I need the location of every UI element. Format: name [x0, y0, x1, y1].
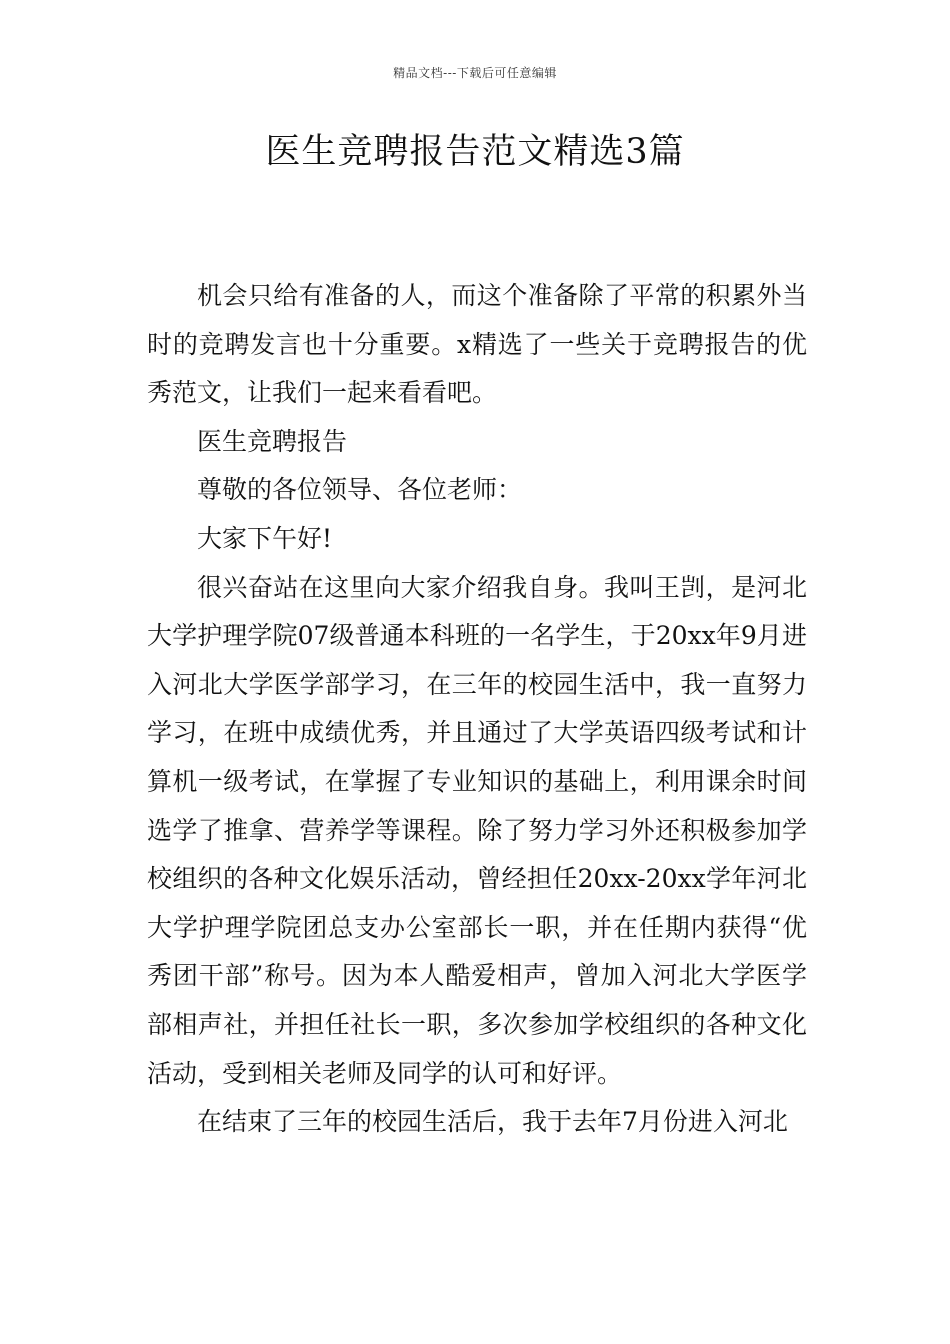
section-heading: 医生竞聘报告: [197, 426, 348, 456]
intro-paragraph: 机会只给有准备的人，而这个准备除了平常的积累外当时的竞聘发言也十分重要。x精选了一些关于竞聘报告的优秀范文，让我们一起来看看吧。: [147, 281, 807, 408]
self-introduction-paragraph: 很兴奋站在这里向大家介绍我自身。我叫王剀，是河北大学护理学院07级普通本科班的一名学生，于20xx年9月进入河北大学医学部学习，在三年的校园生活中，我一直努力学习，在班中成绩优秀，并且通过了大学英语四级考试和计算机一级考试，在掌握了专业知识的基础上，利用课余时间选学了推拿、营养学等课程。除了努力学习外还积极参加学校组织的各种文化娱乐活动，曾经担任20xx-20xx学年河北大学护理学院团总支办公室部长一职，并在任期内获得“优秀团干部”称号。因为本人酷爱相声，曾加入河北大学医学部相声社，并担任社长一职，多次参加学校组织的各种文化活动，受到相关老师及同学的认可和好评。: [147, 572, 807, 1088]
continuation-paragraph: 在结束了三年的校园生活后，我于去年7月份进入河北: [197, 1107, 788, 1137]
header-note: 精品文档---下载后可任意编辑: [393, 66, 557, 80]
document-title: 医生竞聘报告范文精选3篇: [265, 132, 685, 172]
greeting: 大家下午好!: [197, 523, 333, 553]
document-body: [147, 272, 807, 1147]
salutation: 尊敬的各位领导、各位老师：: [197, 475, 523, 505]
